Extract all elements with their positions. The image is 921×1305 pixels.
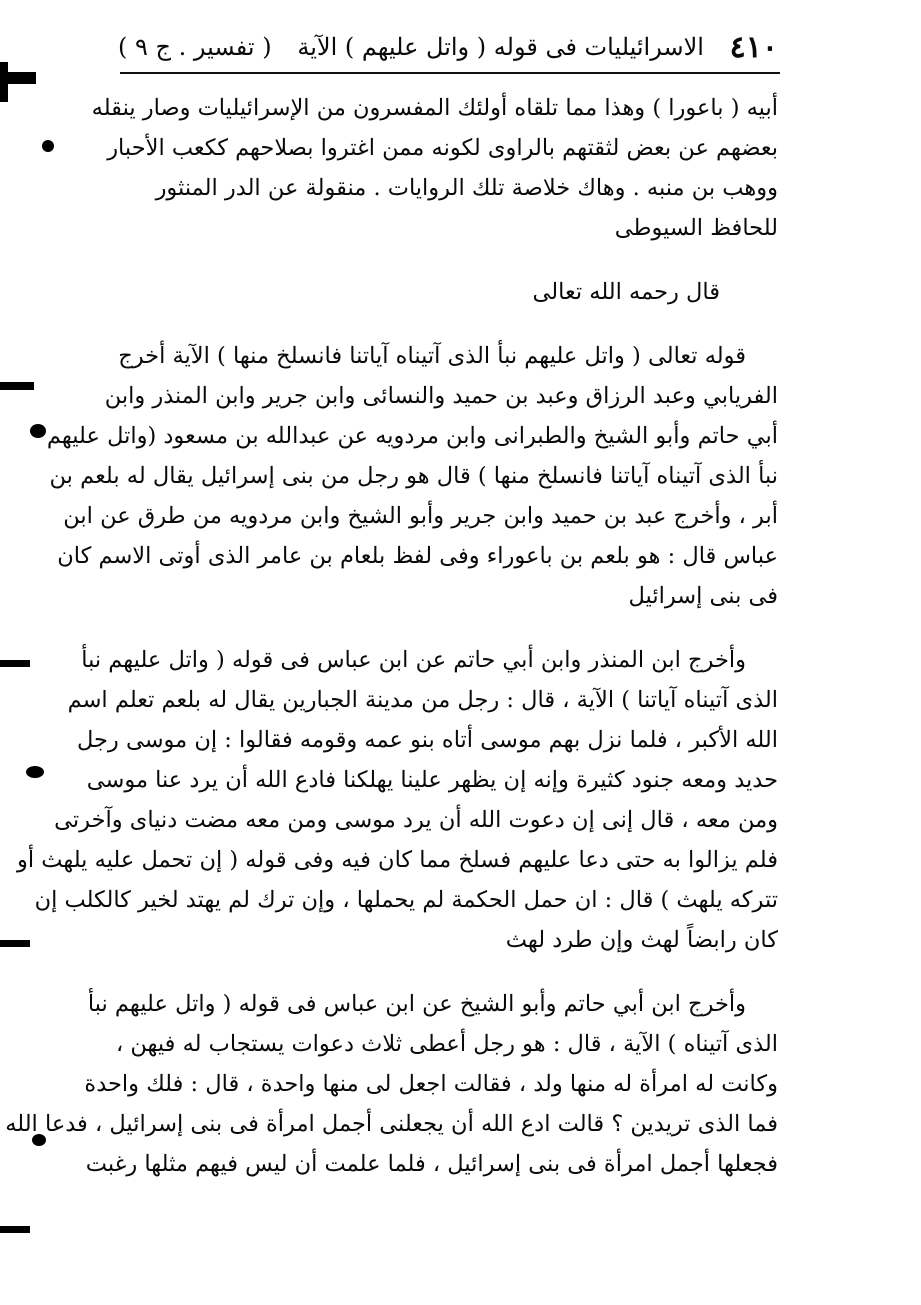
text-line: كان رابضاً لهث وإن طرد لهث	[505, 927, 778, 953]
text-line: للحافظ السيوطى	[614, 215, 778, 241]
text-line: حديد ومعه جنود كثيرة وإنه إن يظهر علينا يهلكنا فادع الله أن يرد عنا موسى	[86, 767, 778, 793]
text-line: الذى آتيناه آياتنا ) الآية ، قال : رجل من مدينة الجبارين يقال له بلعم تعلم اسم	[67, 687, 778, 713]
text-line: وكانت له امرأة له منها ولد ، فقالت اجعل لى منها واحدة ، قال : فلك واحدة	[84, 1071, 778, 1097]
text-line: أبر ، وأخرج عبد بن حميد وابن جرير وأبو الشيخ وابن مردويه من طرق عن ابن	[63, 503, 778, 529]
scan-artifact-blot	[26, 766, 44, 778]
paragraph	[16, 640, 778, 960]
header-rule	[120, 72, 780, 74]
page-body	[5, 88, 778, 1184]
paragraph-gap	[128, 960, 778, 984]
paragraph-gap	[128, 312, 778, 336]
text-line: فما الذى تريدين ؟ قالت ادع الله أن يجعلنى أجمل امرأة فى بنى إسرائيل ، فدعا الله	[5, 1111, 778, 1137]
paragraph	[128, 272, 778, 312]
volume-label: ( تفسير . ج ٩ )	[118, 33, 272, 61]
text-line: وأخرج ابن المنذر وابن أبي حاتم عن ابن عباس فى قوله ( واتل عليهم نبأ	[81, 647, 746, 673]
text-line: نبأ الذى آتيناه آياتنا فانسلخ منها ) قال هو رجل من بنى إسرائيل يقال له بلعم بن	[49, 463, 778, 489]
text-line: وأخرج ابن أبي حاتم وأبو الشيخ عن ابن عباس فى قوله ( واتل عليهم نبأ	[87, 991, 746, 1017]
scan-artifact-mark	[0, 940, 30, 947]
scan-artifact-mark	[0, 660, 30, 667]
text-line: الله الأكبر ، فلما نزل بهم موسى أتاه بنو عمه وقومه فقالوا : إن موسى رجل	[76, 727, 778, 753]
scan-artifact-blot	[42, 140, 54, 152]
scan-artifact-blot	[30, 424, 46, 438]
text-line: قال رحمه الله تعالى	[532, 279, 720, 305]
text-line: فجعلها أجمل امرأة فى بنى إسرائيل ، فلما علمت أن ليس فيهم مثلها رغبت	[85, 1151, 778, 1177]
text-line: فى بنى إسرائيل	[628, 583, 778, 609]
text-line: أبي حاتم وأبو الشيخ والطبرانى وابن مردويه عن عبدالله بن مسعود (واتل عليهم	[46, 423, 778, 449]
text-line: الذى آتيناه ) الآية ، قال : هو رجل أعطى ثلاث دعوات يستجاب له فيهن ،	[115, 1031, 778, 1057]
paragraph-gap	[128, 248, 778, 272]
paragraph	[91, 88, 778, 248]
text-line: بعضهم عن بعض لثقتهم بالراوى لكونه ممن اغتروا بصلاحهم ككعب الأحبار	[107, 135, 778, 161]
text-line: الفريابي وعبد الرزاق وعبد بن حميد والنسائى وابن جرير وابن المنذر وابن	[104, 383, 778, 409]
text-line: ووهب بن منبه . وهاك خلاصة تلك الروايات . منقولة عن الدر المنثور	[155, 175, 778, 201]
paragraph	[5, 984, 778, 1184]
scan-artifact-mark	[0, 1226, 30, 1233]
text-line: قوله تعالى ( واتل عليهم نبأ الذى آتيناه آياتنا فانسلخ منها ) الآية أخرج	[118, 343, 746, 369]
page-number: ٤١٠	[729, 29, 778, 65]
paragraph	[46, 336, 778, 616]
paragraph-gap	[128, 616, 778, 640]
text-line: عباس قال : هو بلعم بن باعوراء وفى لفظ بلعام بن عامر الذى أوتى الاسم كان	[57, 543, 778, 569]
scan-artifact-mark	[0, 382, 34, 390]
text-line: ومن معه ، قال إنى إن دعوت الله أن يرد موسى ومن معه مضت دنياى وآخرتى	[54, 807, 778, 833]
scan-artifact-mark	[0, 62, 8, 102]
text-line: أبيه ( باعورا ) وهذا مما تلقاه أولئك المفسرون من الإسرائيليات وصار ينقله	[91, 95, 778, 121]
running-title: الاسرائيليات فى قوله ( واتل عليهم ) الآية	[297, 33, 704, 61]
text-line: تتركه يلهث ) قال : ان حمل الحكمة لم يحملها ، وإن ترك لم يهتد لخير كالكلب إن	[34, 887, 778, 913]
text-line: فلم يزالوا به حتى دعا عليهم فسلخ مما كان فيه وفى قوله ( إن تحمل عليه يلهث أو	[16, 847, 778, 873]
page-header	[118, 24, 778, 70]
